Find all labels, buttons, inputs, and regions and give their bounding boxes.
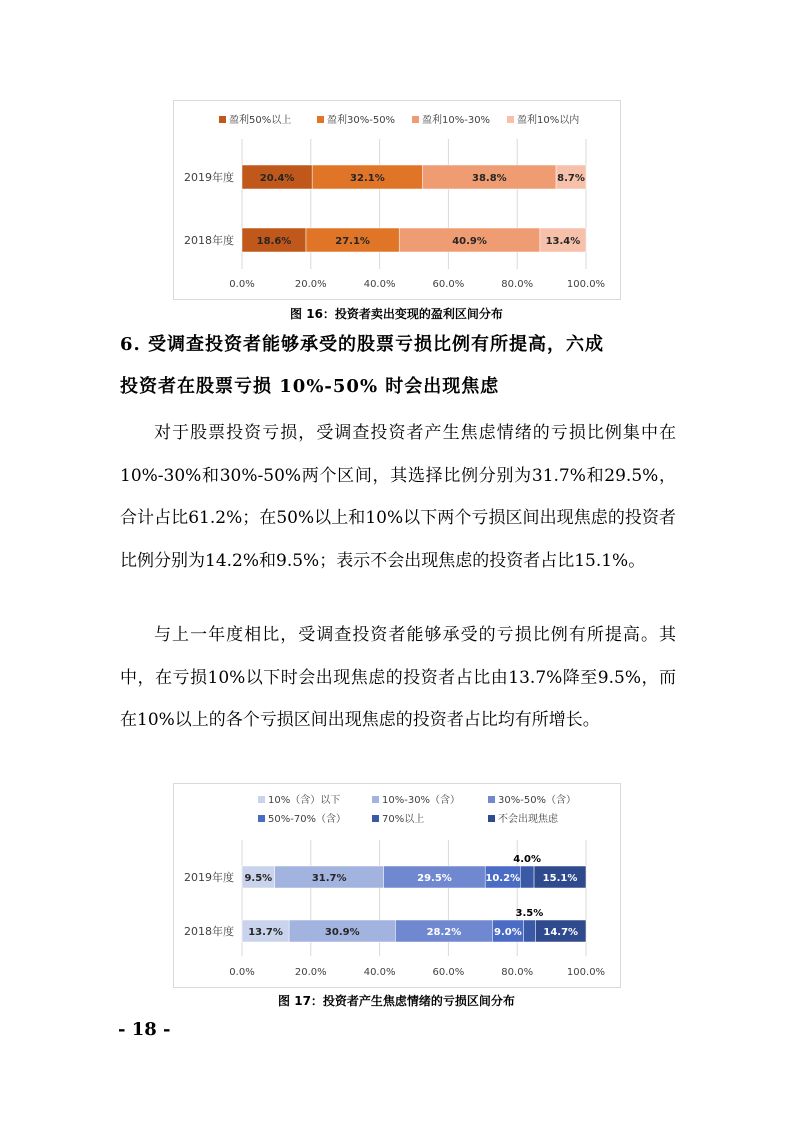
data-label: 10.2% (485, 873, 521, 884)
legend-swatch (258, 815, 265, 822)
data-label: 13.7% (248, 927, 283, 938)
x-tick-label: 60.0% (432, 967, 465, 978)
legend-swatch (507, 116, 514, 123)
body-text (120, 412, 676, 582)
legend-label: 70%以上 (382, 814, 425, 825)
x-tick-label: 80.0% (501, 967, 534, 978)
category-label: 2018年度 (184, 234, 234, 247)
section-title-line-1: 6. 受调查投资者能够承受的股票亏损比例有所提高，六成 (120, 334, 605, 355)
legend-swatch (219, 116, 226, 123)
data-label: 13.4% (545, 236, 581, 247)
legend-label: 盈利30%-50% (327, 115, 396, 126)
data-label: 8.7% (557, 173, 585, 184)
x-tick-label: 80.0% (501, 279, 534, 290)
x-tick-label: 40.0% (363, 967, 396, 978)
legend-swatch (372, 796, 379, 803)
data-label: 29.5% (417, 873, 452, 884)
x-tick-label: 100.0% (566, 967, 606, 978)
data-label: 30.9% (324, 927, 360, 938)
data-label: 9.0% (494, 927, 522, 938)
category-label: 2019年度 (184, 871, 234, 884)
legend-swatch (412, 116, 419, 123)
body-text-2 (120, 614, 676, 742)
data-label: 40.9% (452, 236, 487, 247)
figure-17-caption: 图 17：投资者产生焦虑情绪的亏损区间分布 (278, 994, 515, 1008)
legend-label: 10%-30%（含） (382, 795, 461, 806)
category-label: 2018年度 (184, 925, 234, 938)
legend-swatch (317, 116, 324, 123)
data-label: 38.8% (471, 173, 507, 184)
paragraph-2: 与上一年度相比，受调查投资者能够承受的亏损比例有所提高。其中，在亏损10%以下时会出现焦虑的投资者占比由13.7%降至9.5%，而在10%以上的各个亏损区间出现焦虑的投资者占比均有所增长。 (120, 625, 676, 730)
data-label: 20.4% (259, 173, 295, 184)
legend-swatch (372, 815, 379, 822)
x-tick-label: 20.0% (294, 279, 327, 290)
data-label: 14.7% (543, 927, 579, 938)
legend-swatch (258, 796, 265, 803)
x-tick-label: 60.0% (432, 279, 465, 290)
paragraph-1: 对于股票投资亏损，受调查投资者产生焦虑情绪的亏损比例集中在10%-30%和30%-50%两个区间，其选择比例分别为31.7%和29.5%，合计占比61.2%；在50%以上和10%以下两个亏损区间出现焦虑的投资者比例分别为14.2%和9.5%；表示不会出现焦虑的投资者占比15.1%。 (120, 423, 676, 571)
legend-label: 盈利10%-30% (422, 115, 491, 126)
x-tick-label: 20.0% (294, 967, 327, 978)
legend-label: 盈利50%以上 (229, 115, 292, 126)
legend-label: 盈利10%以内 (517, 115, 580, 126)
section-title-line-2: 投资者在股票亏损 10%-50% 时会出现焦虑 (120, 376, 500, 397)
figure-16-caption: 图 16：投资者卖出变现的盈利区间分布 (290, 307, 503, 321)
data-label: 3.5% (515, 908, 544, 919)
figure-17-svg (174, 784, 620, 987)
legend-label: 不会出现焦虑 (498, 814, 558, 825)
data-label: 4.0% (513, 854, 542, 865)
figure-17-chart (173, 783, 621, 988)
legend-swatch (488, 815, 495, 822)
x-tick-label: 100.0% (566, 279, 606, 290)
legend-swatch (488, 796, 495, 803)
data-label: 31.7% (311, 873, 347, 884)
x-tick-label: 0.0% (229, 279, 255, 290)
figure-16-chart (173, 100, 621, 300)
x-tick-label: 40.0% (363, 279, 396, 290)
data-label: 9.5% (244, 873, 273, 884)
data-label: 28.2% (426, 927, 462, 938)
bar-segment (523, 920, 535, 942)
legend-label: 10%（含）以下 (268, 795, 341, 806)
page-number: - 18 - (118, 1019, 171, 1040)
x-tick-label: 0.0% (229, 967, 255, 978)
legend-label: 30%-50%（含） (498, 795, 577, 806)
section-title (120, 324, 680, 408)
data-label: 32.1% (350, 173, 385, 184)
bar-segment (520, 866, 534, 888)
data-label: 15.1% (542, 873, 578, 884)
figure-16-svg (174, 101, 620, 299)
legend-label: 50%-70%（含） (268, 814, 347, 825)
data-label: 18.6% (256, 236, 292, 247)
data-label: 27.1% (335, 236, 370, 247)
category-label: 2019年度 (184, 171, 234, 184)
